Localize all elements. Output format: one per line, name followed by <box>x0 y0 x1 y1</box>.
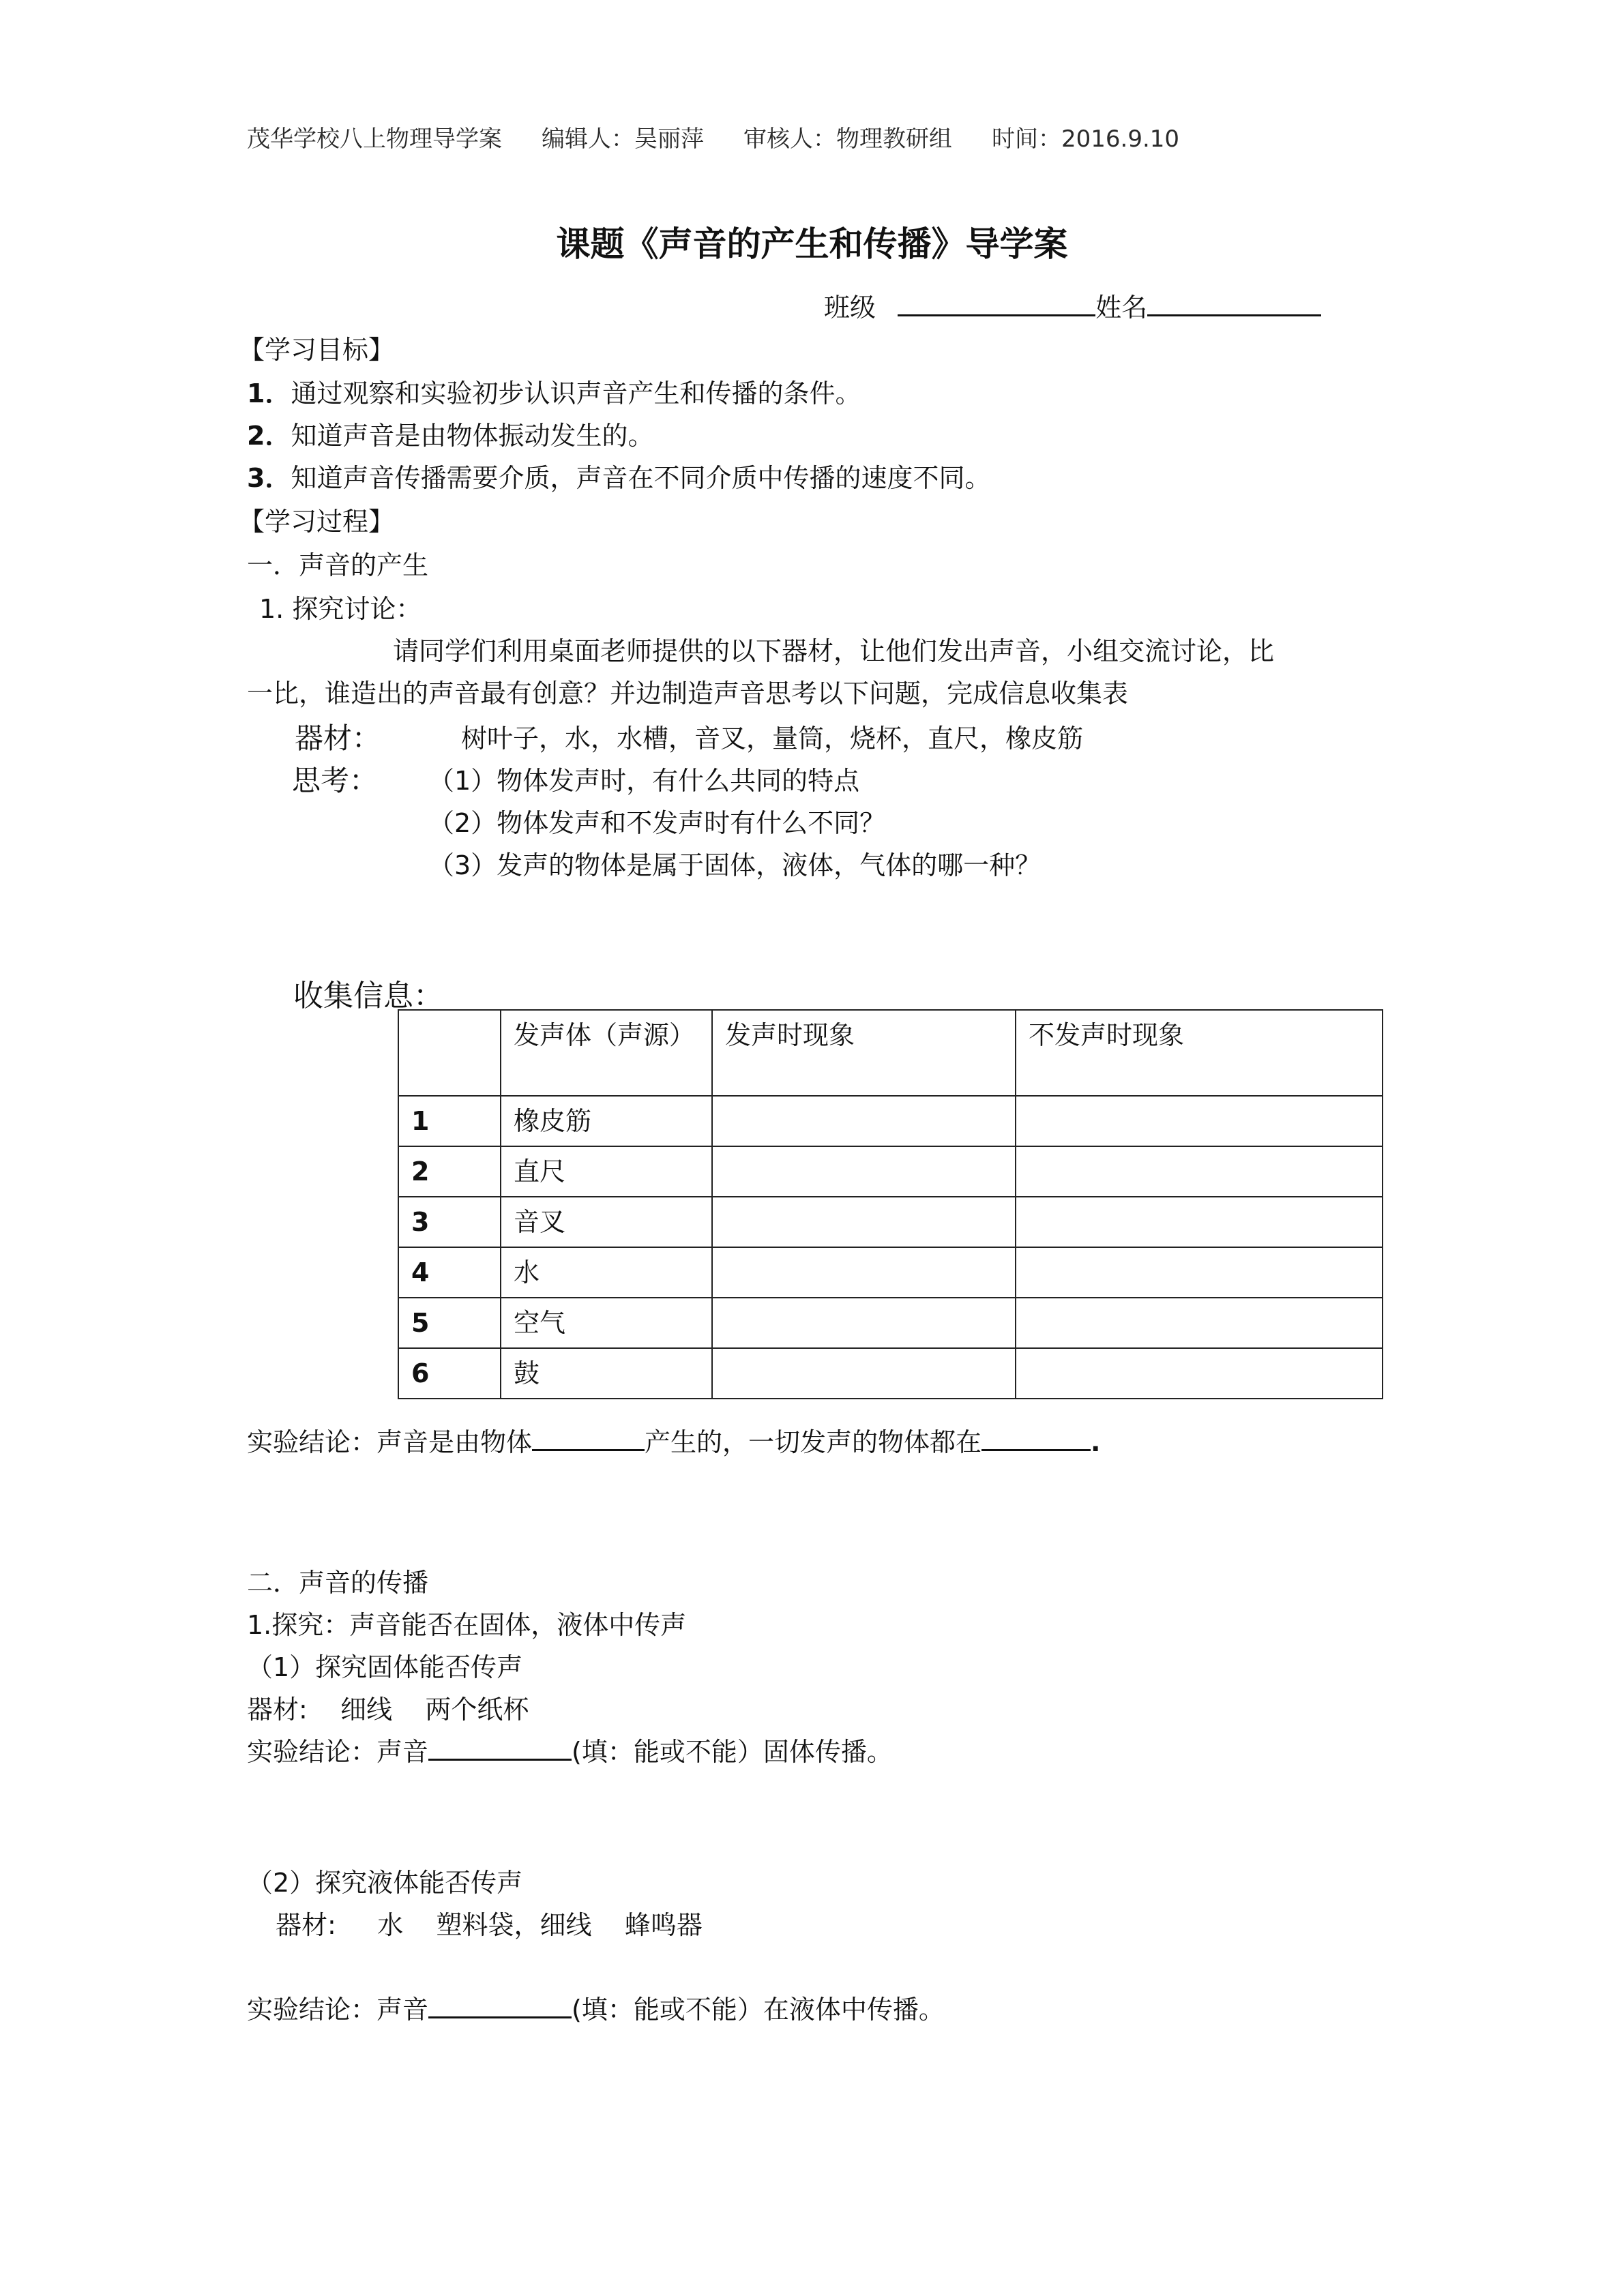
row-silent-cell[interactable] <box>1016 1348 1383 1399</box>
think-question: （3）发声的物体是属于固体，液体，气体的哪一种？ <box>428 850 1042 880</box>
collect-info-label: 收集信息： <box>293 979 443 1013</box>
row-source: 直尺 <box>501 1146 712 1197</box>
section2-title: 二．声音的传播 <box>247 1568 429 1598</box>
row-number: 5 <box>398 1298 501 1348</box>
materials-list: 树叶子，水，水槽，音叉，量筒，烧杯，直尺，橡皮筋 <box>461 724 1084 754</box>
section1-paragraph-line2: 一比，谁造出的声音最有创意？并边制造声音思考以下问题，完成信息收集表 <box>247 679 1129 709</box>
header-school: 茂华学校八上物理导学案 <box>247 125 502 153</box>
think-question: （2）物体发声和不发声时有什么不同？ <box>428 808 886 838</box>
section2-part2-conclusion: 实验结论：声音 (填：能或不能）在液体中传播。 <box>247 1995 945 2025</box>
row-source: 橡皮筋 <box>501 1096 712 1146</box>
table-header-row <box>398 1010 1383 1096</box>
table-header-cell <box>398 1010 501 1096</box>
row-sound-cell[interactable] <box>712 1298 1016 1348</box>
class-label: 班级 <box>824 293 876 323</box>
class-name-line <box>824 286 1321 324</box>
row-number: 4 <box>398 1247 501 1298</box>
section2-part1-conclusion: 实验结论：声音 (填：能或不能）固体传播。 <box>247 1737 893 1767</box>
table-row <box>398 1096 1383 1146</box>
row-silent-cell[interactable] <box>1016 1247 1383 1298</box>
section2-part2-materials: 器材: 水 塑料袋，细线 蜂鸣器 <box>276 1910 703 1940</box>
conclusion-blank[interactable] <box>532 1449 645 1451</box>
section1-conclusion: 实验结论：声音是由物体 产生的，一切发声的物体都在 . <box>247 1427 1101 1457</box>
row-source: 水 <box>501 1247 712 1298</box>
row-number: 2 <box>398 1146 501 1197</box>
conclusion-blank[interactable] <box>981 1449 1091 1451</box>
section1-title: 一．声音的产生 <box>247 550 429 580</box>
row-silent-cell[interactable] <box>1016 1146 1383 1197</box>
table-header-cell: 发声体（声源） <box>501 1010 712 1096</box>
header-date: 时间：2016.9.10 <box>992 125 1180 153</box>
think-label: 思考： <box>292 764 379 797</box>
table-header-cell: 不发声时现象 <box>1016 1010 1383 1096</box>
row-silent-cell[interactable] <box>1016 1197 1383 1247</box>
row-sound-cell[interactable] <box>712 1247 1016 1298</box>
row-source: 空气 <box>501 1298 712 1348</box>
row-number: 3 <box>398 1197 501 1247</box>
table-row <box>398 1348 1383 1399</box>
table-row <box>398 1197 1383 1247</box>
section2-part1-title: （1）探究固体能否传声 <box>247 1652 523 1682</box>
section2-sub1: 1.探究：声音能否在固体，液体中传声 <box>247 1610 687 1640</box>
header-editor: 编辑人：吴丽萍 <box>542 125 704 153</box>
section1-sub1: 1. 探究讨论： <box>259 594 422 624</box>
section1-paragraph-line1: 请同学们利用桌面老师提供的以下器材，让他们发出声音，小组交流讨论，比 <box>393 636 1275 666</box>
name-label: 姓名 <box>1095 293 1148 323</box>
goal-item: 3．知道声音传播需要介质，声音在不同介质中传播的速度不同。 <box>247 463 991 493</box>
page-title: 课题《声音的产生和传播》导学案 <box>556 224 1068 264</box>
row-sound-cell[interactable] <box>712 1197 1016 1247</box>
row-number: 6 <box>398 1348 501 1399</box>
process-heading: 【学习过程】 <box>239 507 395 537</box>
goal-item: 1．通过观察和实验初步认识声音产生和传播的条件。 <box>247 378 861 408</box>
name-field[interactable] <box>1147 314 1321 316</box>
row-sound-cell[interactable] <box>712 1146 1016 1197</box>
row-silent-cell[interactable] <box>1016 1298 1383 1348</box>
row-source: 音叉 <box>501 1197 712 1247</box>
table-header-cell: 发声时现象 <box>712 1010 1016 1096</box>
table-row <box>398 1247 1383 1298</box>
class-field[interactable] <box>898 314 1095 316</box>
goal-item: 2．知道声音是由物体振动发生的。 <box>247 421 654 451</box>
table-row <box>398 1298 1383 1348</box>
conclusion-blank[interactable] <box>428 2016 572 2018</box>
section2-part2-title: （2）探究液体能否传声 <box>247 1868 523 1898</box>
page-header <box>247 120 1219 153</box>
section2-part1-materials: 器材: 细线 两个纸杯 <box>247 1695 529 1725</box>
row-source: 鼓 <box>501 1348 712 1399</box>
row-silent-cell[interactable] <box>1016 1096 1383 1146</box>
header-reviewer: 审核人：物理教研组 <box>743 125 952 153</box>
row-sound-cell[interactable] <box>712 1348 1016 1399</box>
materials-label: 器材： <box>295 721 381 755</box>
think-question: （1）物体发声时，有什么共同的特点 <box>428 766 860 796</box>
row-sound-cell[interactable] <box>712 1096 1016 1146</box>
table-row <box>398 1146 1383 1197</box>
collect-info-table <box>398 1009 1383 1399</box>
row-number: 1 <box>398 1096 501 1146</box>
goals-heading: 【学习目标】 <box>239 335 395 365</box>
conclusion-blank[interactable] <box>428 1759 572 1761</box>
